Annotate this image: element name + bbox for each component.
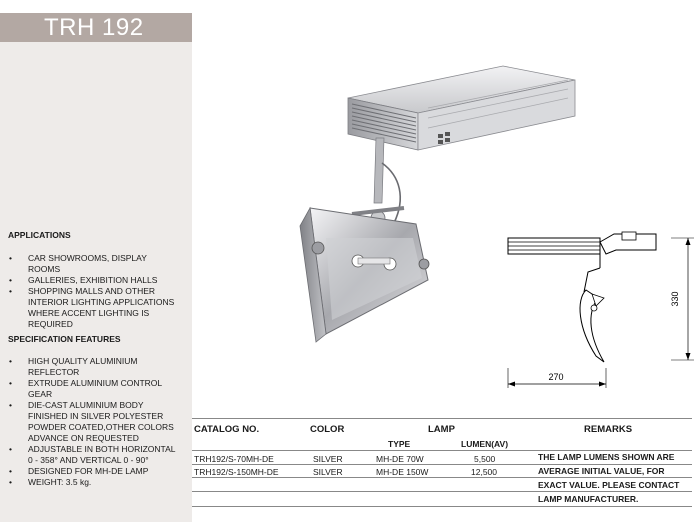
catalog-header: CATALOG NO.	[194, 424, 260, 435]
row1-lumen: 5,500	[474, 454, 496, 464]
row2-catalog: TRH192/S-150MH-DE	[194, 467, 279, 477]
width-dimension-label: 270	[548, 372, 564, 382]
table-rule	[192, 464, 692, 465]
specification-list	[0, 356, 178, 488]
list-item: • WEIGHT: 3.5 kg.	[0, 477, 178, 488]
list-item: • CAR SHOWROOMS, DISPLAY ROOMS	[0, 253, 178, 275]
type-header: TYPE	[388, 439, 411, 449]
remarks-line: AVERAGE INITIAL VALUE, FOR	[538, 466, 665, 476]
list-item: • DIE-CAST ALUMINIUM BODY FINISHED IN SILVER POLYESTER POWDER COATED,OTHER COLORS ADVANCE ON REQUESTED	[0, 400, 178, 444]
row1-color: SILVER	[313, 454, 343, 464]
list-item: • EXTRUDE ALUMINIUM CONTROL GEAR	[0, 378, 178, 400]
list-item: • DESIGNED FOR MH-DE LAMP	[0, 466, 178, 477]
remarks-line: THE LAMP LUMENS SHOWN ARE	[538, 452, 675, 462]
remarks-line: LAMP MANUFACTURER.	[538, 494, 639, 504]
list-item: • SHOPPING MALLS AND OTHER INTERIOR LIGHTING APPLICATIONS WHERE ACCENT LIGHTING IS REQUIRED	[0, 286, 178, 330]
row2-type: MH-DE 150W	[376, 467, 429, 477]
title-bar	[0, 13, 192, 42]
dimension-drawing	[496, 228, 698, 390]
lumen-header: LUMEN(AV)	[461, 439, 509, 449]
row1-catalog: TRH192/S-70MH-DE	[194, 454, 274, 464]
product-title: TRH 192	[44, 14, 144, 41]
applications-list	[0, 253, 178, 330]
table-rule	[192, 450, 692, 451]
list-item: • ADJUSTABLE IN BOTH HORIZONTAL 0 - 358° AND VERTICAL 0 - 90°	[0, 444, 178, 466]
table-rule	[192, 491, 692, 492]
spec-table	[192, 418, 692, 510]
applications-heading: APPLICATIONS	[8, 230, 71, 240]
list-item: • HIGH QUALITY ALUMINIUM REFLECTOR	[0, 356, 178, 378]
remarks-line: EXACT VALUE. PLEASE CONTACT	[538, 480, 680, 490]
row1-type: MH-DE 70W	[376, 454, 424, 464]
row2-lumen: 12,500	[471, 467, 497, 477]
height-dimension-label: 330	[670, 291, 680, 307]
row2-color: SILVER	[313, 467, 343, 477]
list-item: • GALLERIES, EXHIBITION HALLS	[0, 275, 178, 286]
color-header: COLOR	[310, 424, 345, 435]
remarks-header: REMARKS	[584, 424, 633, 435]
table-rule	[192, 477, 692, 478]
lamp-header: LAMP	[428, 424, 455, 435]
specification-heading: SPECIFICATION FEATURES	[8, 334, 121, 344]
table-rule	[192, 506, 692, 507]
table-rule	[192, 418, 692, 419]
